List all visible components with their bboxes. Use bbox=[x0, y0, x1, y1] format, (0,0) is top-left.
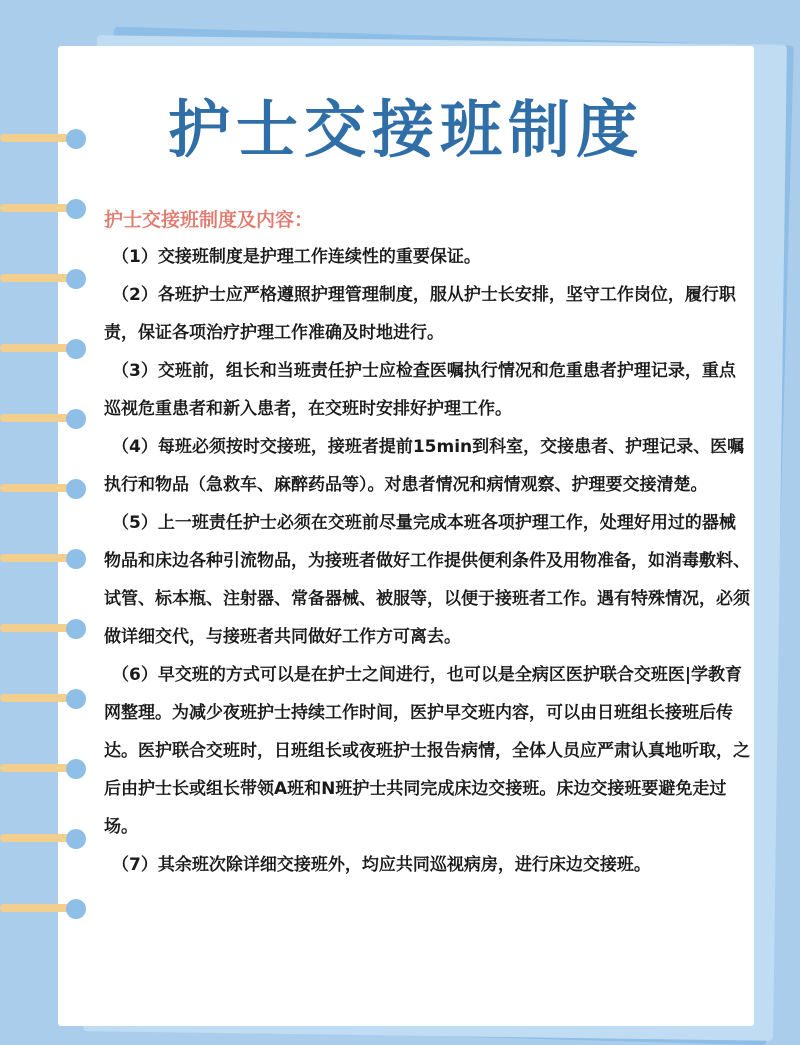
binder-ring bbox=[0, 621, 86, 635]
rule-item-4: （4）每班必须按时交接班，接班者提前15min到科室，交接患者、护理记录、医嘱执行和物品（急救车、麻醉药品等）。对患者情况和病情观察、护理要交接清楚。 bbox=[104, 437, 745, 495]
binder-ring bbox=[0, 481, 86, 495]
binder-ring bbox=[0, 691, 86, 705]
rule-item-2: （2）各班护士应严格遵照护理管理制度，服从护士长安排，坚守工作岗位，履行职责，保证各项治疗护理工作准确及时地进行。 bbox=[104, 285, 736, 343]
binder-ring bbox=[0, 831, 86, 845]
page-title: 护士交接班制度 bbox=[167, 93, 644, 166]
binder-ring bbox=[0, 411, 86, 425]
section-heading: 护士交接班制度及内容： bbox=[104, 209, 314, 231]
rule-item-1: （1）交接班制度是护理工作连续性的重要保证。 bbox=[112, 247, 481, 267]
binder-ring bbox=[0, 761, 86, 775]
rule-item-6: （6）早交班的方式可以是在护士之间进行，也可以是全病区医护联合交班医|学教育网整理。为减少夜班护士持续工作时间，医护早交班内容，可以由日班组长接班后传达。医护联合交班时，日班组长或夜班护士报告病情，全体人员应严肃认真地听取，之后由护士长或组长带领A班和N班护士共同完成床边交接班。床边交接班要避免走过场。 bbox=[104, 665, 750, 837]
binder-ring bbox=[0, 901, 86, 915]
binder-ring bbox=[0, 341, 86, 355]
binder-ring bbox=[0, 271, 86, 285]
rule-item-5: （5）上一班责任护士必须在交班前尽量完成本班各项护理工作，处理好用过的器械物品和床边各种引流物品，为接班者做好工作提供便利条件及用物准备，如消毒敷料、试管、标本瓶、注射器、常备器械、被服等，以便于接班者工作。遇有特殊情况，必须做详细交代，与接班者共同做好工作方可离去。 bbox=[104, 513, 750, 647]
binder-ring bbox=[0, 551, 86, 565]
binder-ring bbox=[0, 201, 86, 215]
rules-list bbox=[104, 238, 752, 884]
rule-item-3: （3）交班前，组长和当班责任护士应检查医嘱执行情况和危重患者护理记录，重点巡视危重患者和新入患者，在交班时安排好护理工作。 bbox=[104, 361, 736, 419]
rule-item-7: （7）其余班次除详细交接班外，均应共同巡视病房，进行床边交接班。 bbox=[112, 855, 651, 875]
